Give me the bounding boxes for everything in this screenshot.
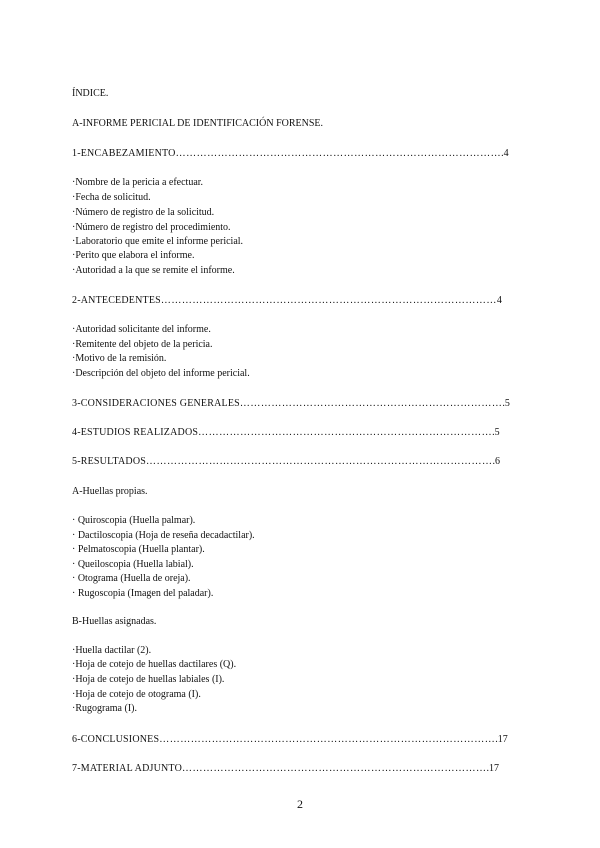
list-item: ·Autoridad solicitante del informe.	[72, 324, 211, 335]
list-item: · Dactiloscopia (Hoja de reseña decadactilar).	[72, 530, 255, 541]
toc-page: .6	[492, 456, 501, 467]
list-item: ·Huella dactilar (2).	[72, 645, 152, 656]
huellas-propias-title: A-Huellas propias.	[72, 486, 148, 497]
list-item: ·Descripción del objeto del informe pericial.	[72, 368, 250, 379]
toc-entry-consideraciones	[72, 398, 530, 410]
section-a-title: A-INFORME PERICIAL DE IDENTIFICACIÓN FORENSE.	[72, 118, 324, 129]
toc-entry-resultados	[72, 456, 530, 468]
index-title: ÍNDICE.	[72, 88, 109, 99]
list-item: ·Perito que elabora el informe.	[72, 250, 195, 261]
toc-entry-encabezamiento	[72, 148, 528, 160]
list-item: ·Remitente del objeto de la pericia.	[72, 339, 213, 350]
toc-leader: ……………………………………………………………………………………	[160, 295, 497, 306]
toc-leader: …………………………………………………………………	[239, 398, 503, 409]
toc-page: 4	[496, 295, 502, 306]
toc-label: 4-ESTUDIOS REALIZADOS	[72, 427, 199, 438]
toc-leader: …………………………………………………………………………………	[175, 148, 502, 159]
toc-entry-material-adjunto	[72, 763, 534, 775]
list-item: · Pelmatoscopia (Huella plantar).	[72, 544, 205, 555]
list-item: ·Rugograma (I).	[72, 703, 137, 714]
huellas-asignadas-title: B-Huellas asignadas.	[72, 616, 157, 627]
list-item: · Rugoscopia (Imagen del paladar).	[72, 588, 214, 599]
page-number: 2	[297, 797, 303, 811]
toc-label: 7-MATERIAL ADJUNTO	[72, 763, 182, 774]
toc-entry-antecedentes	[72, 295, 518, 307]
toc-page: .17	[495, 734, 508, 745]
list-item: ·Laboratorio que emite el informe pericial.	[72, 236, 244, 247]
toc-label: 5-RESULTADOS	[72, 456, 147, 467]
list-item: ·Hoja de cotejo de otograma (I).	[72, 689, 201, 700]
toc-label: 1-ENCABEZAMIENTO	[72, 148, 176, 159]
toc-leader: ………………………………………………………………………………………	[146, 456, 493, 467]
list-item: ·Número de registro del procedimiento.	[72, 222, 231, 233]
toc-page: .17	[486, 763, 499, 774]
toc-label: 2-ANTECEDENTES	[72, 295, 161, 306]
toc-page: .4	[501, 148, 509, 159]
list-item: ·Número de registro de la solicitud.	[72, 207, 215, 218]
toc-entry-conclusiones	[72, 734, 534, 746]
list-item: ·Hoja de cotejo de huellas labiales (I).	[72, 674, 225, 685]
list-item: ·Hoja de cotejo de huellas dactilares (Q).	[72, 659, 237, 670]
toc-leader: ……………………………………………………………………………	[182, 763, 487, 774]
list-item: ·Motivo de la remisión.	[72, 353, 167, 364]
toc-page: .5	[502, 398, 510, 409]
toc-leader: ……………………………………………………………………………………	[159, 734, 496, 745]
list-item: ·Fecha de solicitud.	[72, 192, 151, 203]
list-item: · Queiloscopia (Huella labial).	[72, 559, 194, 570]
toc-label: 3-CONSIDERACIONES GENERALES	[72, 398, 240, 409]
toc-label: 6-CONCLUSIONES	[72, 734, 160, 745]
list-item: · Quiroscopia (Huella palmar).	[72, 515, 196, 526]
toc-leader: …………………………………………………………………………	[198, 427, 493, 438]
list-item: · Otograma (Huella de oreja).	[72, 573, 191, 584]
list-item: ·Nombre de la pericia a efectuar.	[72, 177, 204, 188]
toc-page: .5	[492, 427, 500, 438]
list-item: ·Autoridad a la que se remite el informe.	[72, 265, 235, 276]
toc-entry-estudios	[72, 427, 530, 439]
